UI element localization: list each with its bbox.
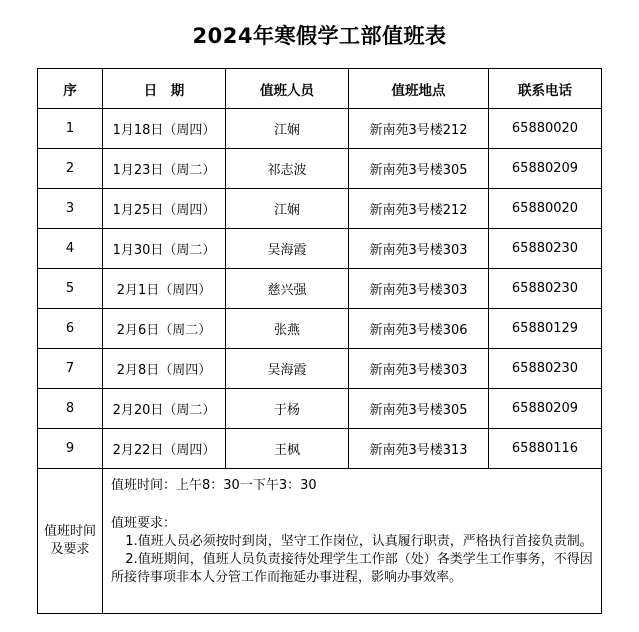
requirement-item-2: 2.值班期间，值班人员负责接待处理学生工作部（处）各类学生工作事务，不得因所接待事项非本人分管工作而拖延办事进程，影响办事效率。 <box>111 552 593 585</box>
cell-seq: 3 <box>38 189 103 229</box>
cell-date: 2月20日（周二） <box>103 389 226 429</box>
cell-phone: 65880209 <box>489 389 602 429</box>
cell-seq: 5 <box>38 269 103 309</box>
cell-location: 新南苑3号楼303 <box>349 269 489 309</box>
duty-schedule-table <box>37 68 602 614</box>
requirements-row <box>38 469 602 614</box>
requirements-body <box>103 469 602 614</box>
cell-location: 新南苑3号楼306 <box>349 309 489 349</box>
cell-seq: 1 <box>38 109 103 149</box>
cell-date: 2月1日（周四） <box>103 269 226 309</box>
table-row <box>38 349 602 389</box>
cell-date: 1月18日（周四） <box>103 109 226 149</box>
requirements-label-line1: 值班时间 <box>43 524 96 539</box>
cell-seq: 6 <box>38 309 103 349</box>
cell-seq: 9 <box>38 429 103 469</box>
header-phone: 联系电话 <box>489 69 602 109</box>
cell-phone: 65880209 <box>489 149 602 189</box>
cell-person: 王枫 <box>226 429 349 469</box>
page-title: 2024年寒假学工部值班表 <box>192 24 447 48</box>
requirements-label <box>38 469 103 614</box>
cell-location: 新南苑3号楼212 <box>349 109 489 149</box>
cell-seq: 7 <box>38 349 103 389</box>
cell-date: 2月22日（周四） <box>103 429 226 469</box>
cell-location: 新南苑3号楼303 <box>349 349 489 389</box>
duty-time-text: 值班时间：上午8：30一下午3：30 <box>111 478 317 493</box>
cell-location: 新南苑3号楼303 <box>349 229 489 269</box>
cell-phone: 65880230 <box>489 349 602 389</box>
cell-location: 新南苑3号楼305 <box>349 149 489 189</box>
table-row <box>38 429 602 469</box>
cell-date: 2月8日（周四） <box>103 349 226 389</box>
cell-phone: 65880230 <box>489 229 602 269</box>
cell-phone: 65880020 <box>489 109 602 149</box>
cell-phone: 65880020 <box>489 189 602 229</box>
cell-phone: 65880116 <box>489 429 602 469</box>
cell-phone: 65880129 <box>489 309 602 349</box>
cell-person: 张燕 <box>226 309 349 349</box>
table-header-row <box>38 69 602 109</box>
cell-date: 1月30日（周二） <box>103 229 226 269</box>
header-seq: 序 <box>38 69 103 109</box>
table-row <box>38 389 602 429</box>
table-row <box>38 149 602 189</box>
table-row <box>38 109 602 149</box>
table-row <box>38 229 602 269</box>
cell-date: 1月23日（周二） <box>103 149 226 189</box>
table-row <box>38 309 602 349</box>
cell-date: 2月6日（周二） <box>103 309 226 349</box>
cell-location: 新南苑3号楼305 <box>349 389 489 429</box>
cell-seq: 4 <box>38 229 103 269</box>
requirements-label-line2: 及要求 <box>50 542 90 557</box>
requirement-item-1: 1.值班人员必须按时到岗，坚守工作岗位，认真履行职责，严格执行首接负责制。 <box>125 534 593 549</box>
cell-phone: 65880230 <box>489 269 602 309</box>
cell-location: 新南苑3号楼313 <box>349 429 489 469</box>
cell-person: 江娴 <box>226 109 349 149</box>
header-location: 值班地点 <box>349 69 489 109</box>
table-row <box>38 269 602 309</box>
cell-person: 吴海霞 <box>226 349 349 389</box>
cell-date: 1月25日（周四） <box>103 189 226 229</box>
cell-seq: 2 <box>38 149 103 189</box>
cell-person: 吴海霞 <box>226 229 349 269</box>
cell-person: 于杨 <box>226 389 349 429</box>
requirements-heading: 值班要求： <box>111 516 177 531</box>
table-row <box>38 189 602 229</box>
cell-location: 新南苑3号楼212 <box>349 189 489 229</box>
cell-person: 江娴 <box>226 189 349 229</box>
header-person: 值班人员 <box>226 69 349 109</box>
cell-seq: 8 <box>38 389 103 429</box>
cell-person: 祁志波 <box>226 149 349 189</box>
cell-person: 慈兴强 <box>226 269 349 309</box>
header-date: 日 期 <box>103 69 226 109</box>
